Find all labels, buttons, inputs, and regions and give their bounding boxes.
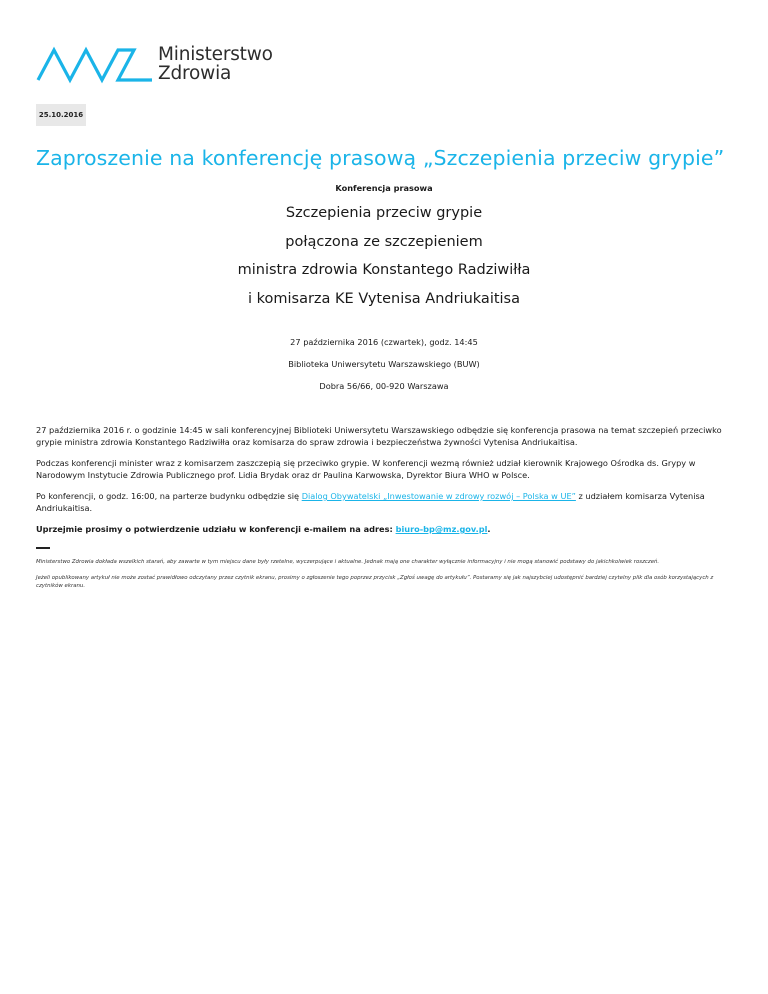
date-badge: 25.10.2016 [36, 104, 86, 126]
event-venue: Biblioteka Uniwersytetu Warszawskiego (BUW) [288, 359, 480, 369]
disclaimer-note: Ministerstwo Zdrowia dokłada wszelkich starań, aby zawarte w tym miejscu dane były rzetelne, wyczerpujące i aktualne. Jednak mają one charakter wyłącznie informacyjny i nie mogą stanowić podstawy do jakichkolwiek roszczeń. [36, 559, 660, 565]
event-date-time: 27 października 2016 (czwartek), godz. 14:45 [290, 337, 478, 347]
accessibility-note: Jeżeli opublikowany artykuł nie może zostać prawidłowo odczytany przez czytnik ekranu, prosimy o zgłoszenie tego poprzez przycisk „Zgłoś uwagę do artykułu”. Postaramy się jak najszybciej udostępnić bardziej czytelny plik dla osób korzystających z czytników ekranu. [36, 575, 714, 589]
rsvp-text-end: . [487, 524, 491, 534]
p3-text-after: z udziałem komisarza Vytenisa Andriukaitisa. [36, 491, 705, 513]
body-paragraph-2: Podczas konferencji minister wraz z komisarzem zaszczepią się przeciwko grypie. W konferencji wezmą również udział kierownik Krajowego Ośrodka ds. Grypy w Narodowym Instytucie Zdrowia Publicznego prof. Lidia Brydak oraz dr Paulina Karwowska, Dyrektor Biura WHO w Polsce. [36, 458, 696, 480]
subheading: Konferencja prasowa [335, 183, 433, 193]
divider [36, 547, 50, 549]
logo-mark-icon [36, 44, 156, 84]
logo-line-2: Zdrowia [158, 63, 232, 84]
body-paragraph-1: 27 października 2016 r. o godzinie 14:45 w sali konferencyjnej Biblioteki Uniwersytetu Warszawskiego odbędzie się konferencja prasowa na temat szczepień przeciwko grypie ministra zdrowia Konstantego Radziwiłła oraz komisarza do spraw zdrowia i bezpieczeństwa żywności Vytenisa Andriukaitisa. [36, 425, 722, 447]
rsvp-text: Uprzejmie prosimy o potwierdzenie udziału w konferencji e-mailem na adres: [36, 524, 396, 534]
body-paragraph-3 [36, 491, 736, 514]
headline-line-2: połączona ze szczepieniem [285, 234, 483, 250]
headline-line-3: ministra zdrowia Konstantego Radziwiłła [237, 262, 531, 278]
ministry-logo[interactable] [36, 44, 276, 88]
email-link[interactable]: biuro-bp@mz.gov.pl [395, 524, 488, 534]
dialog-link[interactable]: Dialog Obywatelski „Inwestowanie w zdrowy rozwój – Polska w UE” [301, 491, 576, 501]
logo-line-1: Ministerstwo [158, 44, 273, 65]
logo-wordmark [158, 45, 273, 83]
headline-line-4: i komisarza KE Vytenisa Andriukaitisa [247, 291, 521, 307]
rsvp-paragraph [36, 524, 736, 536]
page-title: Zaproszenie na konferencję prasową „Szczepienia przeciw grypie” [36, 146, 725, 170]
event-address: Dobra 56/66, 00-920 Warszawa [319, 381, 449, 391]
headline-line-1: Szczepienia przeciw grypie [285, 205, 483, 221]
p3-text-before: Po konferencji, o godz. 16:00, na parterze budynku odbędzie się [36, 491, 302, 501]
